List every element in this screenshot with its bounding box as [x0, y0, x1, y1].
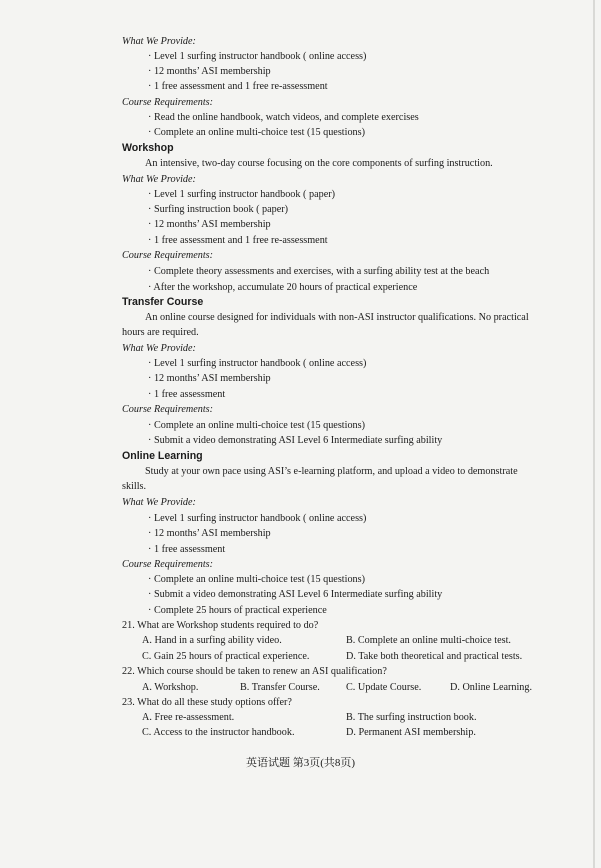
- list-item: · 12 months’ ASI membership: [148, 219, 271, 230]
- section-title-online: Online Learning: [122, 450, 203, 462]
- q21-option-a[interactable]: A. Hand in a surfing ability video.: [142, 635, 282, 646]
- q23-option-a[interactable]: A. Free re-assessment.: [142, 712, 235, 723]
- list-item: · Level 1 surfing instructor handbook ( paper): [148, 189, 335, 200]
- requirements-label: Course Requirements:: [122, 404, 214, 415]
- list-item: · Complete theory assessments and exercises, with a surfing ability test at the beach: [148, 266, 490, 277]
- list-item: · Complete an online multi-choice test (15 questions): [148, 127, 366, 138]
- list-item: · Level 1 surfing instructor handbook ( online access): [148, 513, 367, 524]
- list-item: · Complete 25 hours of practical experience: [148, 605, 327, 616]
- list-item: · 12 months’ ASI membership: [148, 373, 271, 384]
- list-item: · 12 months’ ASI membership: [148, 528, 271, 539]
- section-desc: An intensive, two-day course focusing on the core components of surfing instruction.: [145, 158, 493, 169]
- page-footer: 英语试题 第3页(共8页): [245, 757, 356, 769]
- q21-option-d[interactable]: D. Take both theoretical and practical tests.: [346, 651, 523, 662]
- list-item: · Level 1 surfing instructor handbook ( online access): [148, 51, 367, 62]
- list-item: · Surfing instruction book ( paper): [148, 204, 289, 215]
- section-desc: skills.: [122, 481, 147, 492]
- q23-option-b[interactable]: B. The surfing instruction book.: [346, 712, 477, 723]
- section-title-workshop: Workshop: [122, 142, 174, 154]
- list-item: · Read the online handbook, watch videos, and complete exercises: [148, 112, 419, 123]
- q22-option-c[interactable]: C. Update Course.: [346, 682, 422, 693]
- requirements-label: Course Requirements:: [122, 250, 214, 261]
- q21-option-b[interactable]: B. Complete an online multi-choice test.: [346, 635, 511, 646]
- requirements-label: Course Requirements:: [122, 97, 214, 108]
- list-item: · 12 months’ ASI membership: [148, 66, 271, 77]
- provide-label: What We Provide:: [122, 174, 196, 185]
- question-22-stem: 22. Which course should be taken to renew an ASI qualification?: [122, 666, 387, 677]
- list-item: · Submit a video demonstrating ASI Level 6 Intermediate surfing ability: [148, 435, 443, 446]
- question-23-stem: 23. What do all these study options offer?: [122, 697, 292, 708]
- q23-option-c[interactable]: C. Access to the instructor handbook.: [142, 727, 295, 738]
- list-item: · 1 free assessment and 1 free re-assessment: [148, 235, 328, 246]
- section-desc: An online course designed for individuals with non-ASI instructor qualifications. No practical: [145, 312, 529, 323]
- provide-label: What We Provide:: [122, 497, 196, 508]
- list-item: · Level 1 surfing instructor handbook ( online access): [148, 358, 367, 369]
- provide-label: What We Provide:: [122, 343, 196, 354]
- q22-option-b[interactable]: B. Transfer Course.: [240, 682, 320, 693]
- list-item: · After the workshop, accumulate 20 hours of practical experience: [148, 282, 418, 293]
- list-item: · Complete an online multi-choice test (15 questions): [148, 574, 366, 585]
- section-desc: Study at your own pace using ASI’s e-learning platform, and upload a video to demonstrate: [145, 466, 518, 477]
- q23-option-d[interactable]: D. Permanent ASI membership.: [346, 727, 476, 738]
- list-item: · 1 free assessment: [148, 389, 226, 400]
- list-item: · 1 free assessment: [148, 544, 226, 555]
- list-item: · Complete an online multi-choice test (15 questions): [148, 420, 366, 431]
- q22-option-d[interactable]: D. Online Learning.: [450, 682, 533, 693]
- list-item: · 1 free assessment and 1 free re-assessment: [148, 81, 328, 92]
- section-desc: hours are required.: [122, 327, 199, 338]
- requirements-label: Course Requirements:: [122, 559, 214, 570]
- section-title-transfer: Transfer Course: [122, 296, 204, 308]
- scan-edge: [593, 0, 595, 868]
- q21-option-c[interactable]: C. Gain 25 hours of practical experience.: [142, 651, 310, 662]
- question-21-stem: 21. What are Workshop students required to do?: [122, 620, 319, 631]
- provide-label: What We Provide:: [122, 36, 196, 47]
- list-item: · Submit a video demonstrating ASI Level 6 Intermediate surfing ability: [148, 589, 443, 600]
- q22-option-a[interactable]: A. Workshop.: [142, 682, 199, 693]
